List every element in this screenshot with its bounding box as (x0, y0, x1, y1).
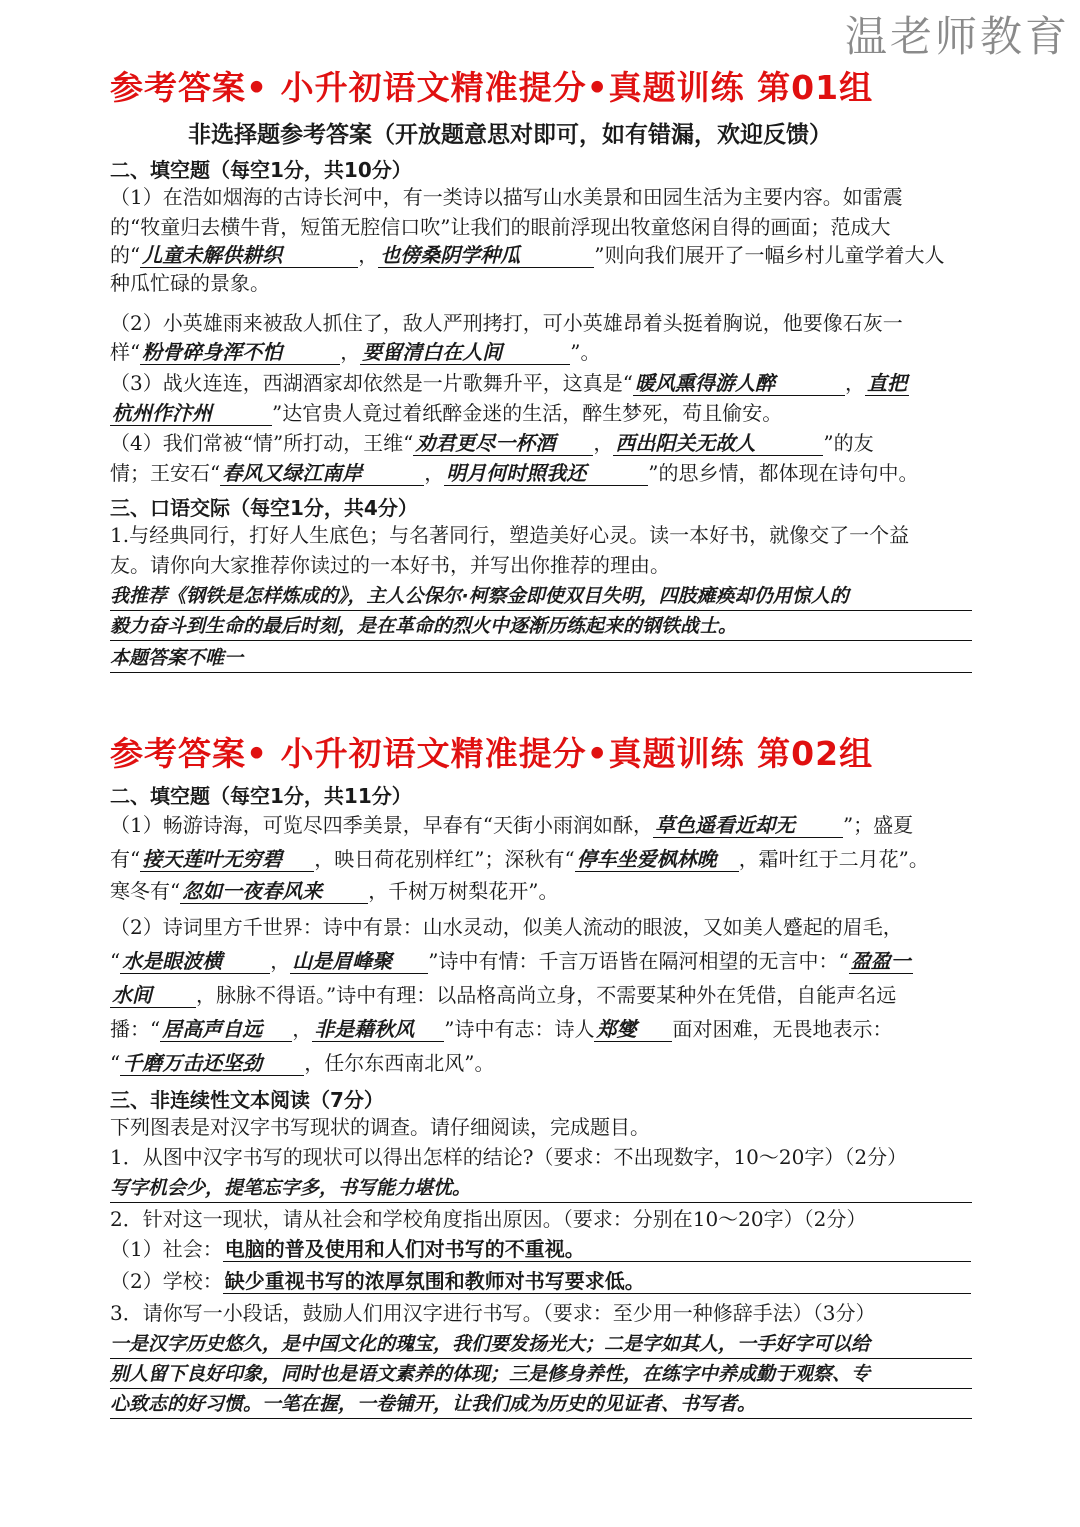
g2-read-a1: 写字机会少，提笔忘字多，书写能力堪忧。 (110, 1174, 972, 1203)
g1-q4-line2 (110, 458, 972, 488)
g2-read-a3-line1: 一是汉字历史悠久，是中国文化的瑰宝，我们要发扬光大；二是字如其人，一手好字可以给 (110, 1330, 972, 1359)
g1-oral-line2: 友。请你向大家推荐你读过的一本好书，并写出你推荐的理由。 (110, 553, 670, 577)
text: ， (292, 1017, 313, 1041)
text: 样“ (110, 340, 141, 364)
text: ， (358, 243, 379, 267)
answer-blank: 水是眼波横 (120, 949, 270, 974)
answer-blank: 电脑的普及使用和人们对书写的不重视。 (223, 1237, 971, 1262)
watermark-logo: 温老师教育 (844, 12, 1070, 61)
g1-oral-answer3: 本题答案不唯一 (110, 644, 972, 673)
g2-read-q2-school (110, 1266, 972, 1296)
text: ， (593, 431, 614, 455)
g1-oral-answer2: 毅力奋斗到生命的最后时刻，是在革命的烈火中逐渐历练起来的钢铁战士。 (110, 612, 972, 641)
g2-q2-line5 (110, 1048, 972, 1078)
g1-q1-line4: 种瓜忙碌的景象。 (110, 271, 270, 295)
answer-blank: 也傍桑阴学种瓜 (378, 243, 594, 268)
text: ”诗中有志：诗人 (444, 1017, 595, 1041)
g2-q2-line2 (110, 946, 972, 976)
g2-read-q2-society (110, 1234, 972, 1264)
g2-read-q1: 1．从图中汉字书写的现状可以得出怎样的结论?（要求：不出现数字，10～20字）（2分） (110, 1145, 908, 1169)
text: ”；盛夏 (842, 813, 914, 837)
group2-section-fill: 二、填空题（每空1分，共11分） (110, 784, 412, 808)
answer-blank: 盈盈一 (850, 949, 911, 973)
answer-blank: 千磨万击还坚劲 (120, 1051, 304, 1076)
group2-section-reading: 三、非连续性文本阅读（7分） (110, 1088, 384, 1112)
text: “ (110, 1051, 121, 1075)
g2-read-q3: 3．请你写一小段话，鼓励人们用汉字进行书写。（要求：至少用一种修辞手法）（3分） (110, 1301, 876, 1325)
text: （1）社会： (110, 1237, 223, 1261)
text: ”则向我们展开了一幅乡村儿童学着大人 (594, 243, 945, 267)
text: （2）学校： (110, 1269, 223, 1293)
answer-blank: 劝君更尽一杯酒 (413, 431, 593, 456)
g1-q3-line1 (110, 368, 972, 398)
answer-blank: 直把 (866, 371, 907, 395)
group1-section-fill: 二、填空题（每空1分，共10分） (110, 158, 412, 182)
text: ，脉脉不得语。”诗中有理：以品格高尚立身，不需要某种外在凭借，自能声名远 (196, 983, 897, 1007)
g2-read-a3-line2: 别人留下良好印象，同时也是语文素养的体现；三是修身养性，在练字中养成勤于观察、专 (110, 1360, 972, 1389)
answer-blank: 非是藉秋风 (312, 1017, 444, 1042)
answer-blank: 要留清白在人间 (360, 340, 570, 365)
answer-blank: 春风又绿江南岸 (220, 461, 424, 486)
answer-blank: 停车坐爱枫林晚 (575, 847, 739, 872)
text: ， (844, 371, 865, 395)
text: ， (340, 340, 361, 364)
g1-q4-line1 (110, 428, 972, 458)
answer-blank: 暖风熏得游人醉 (633, 371, 845, 396)
g2-q1-line2 (110, 844, 972, 874)
g2-q1-line3 (110, 876, 972, 906)
answer-blank: 忽如一夜春风来 (180, 879, 368, 904)
text: ，任尔东西南北风”。 (304, 1051, 495, 1075)
group1-section-oral: 三、口语交际（每空1分，共4分） (110, 496, 418, 520)
text: 面对困难，无畏地表示： (672, 1017, 893, 1041)
answer-blank: 西出阳关无故人 (613, 431, 823, 456)
text: ， (270, 949, 291, 973)
text: ，映日荷花别样红”；深秋有“ (314, 847, 575, 871)
answer-blank: 接天莲叶无穷碧 (140, 847, 314, 872)
answer-blank: 郑燮 (594, 1017, 672, 1042)
answer-blank: 山是眉峰聚 (290, 949, 428, 974)
text: 的“ (110, 243, 141, 267)
text: ，千树万树梨花开”。 (368, 879, 559, 903)
g2-read-a3-line3: 心致志的好习惯。一笔在握，一卷铺开，让我们成为历史的见证者、书写者。 (110, 1390, 972, 1419)
answer-blank: 粉骨碎身浑不怕 (140, 340, 340, 365)
g1-q1-line3 (110, 240, 972, 270)
text: ”。 (570, 340, 601, 364)
text: ，霜叶红于二月花”。 (738, 847, 929, 871)
answer-blank: 明月何时照我还 (444, 461, 648, 486)
text: ”的思乡情，都体现在诗句中。 (648, 461, 919, 485)
g2-q2-line1: （2）诗词里方千世界：诗中有景：山水灵动，似美人流动的眼波，又如美人蹙起的眉毛， (110, 915, 903, 939)
text: ”诗中有情：千言万语皆在隔河相望的无言中：“ (428, 949, 849, 973)
g2-q2-line3 (110, 980, 972, 1010)
g1-q2-line2 (110, 337, 972, 367)
answer-blank: 草色遥看近却无 (653, 813, 843, 838)
text: （4）我们常被“情”所打动，王维“ (110, 431, 414, 455)
g1-oral-answer1: 我推荐《钢铁是怎样炼成的》，主人公保尔·柯察金即使双目失明，四肢瘫痪却仍用惊人的 (110, 582, 972, 611)
text: 寒冬有“ (110, 879, 181, 903)
text: （3）战火连连，西湖酒家却依然是一片歌舞升平，这真是“ (110, 371, 633, 395)
group2-title: 参考答案• 小升初语文精准提分•真题训练 第02组 (110, 734, 874, 773)
g1-oral-line1: 1.与经典同行，打好人生底色；与名著同行，塑造美好心灵。读一本好书，就像交了一个益 (110, 523, 910, 547)
answer-blank: 儿童未解供耕织 (140, 243, 358, 268)
answer-blank: 水间 (110, 983, 196, 1008)
text: （1）畅游诗海，可览尽四季美景，早春有“天街小雨润如酥， (110, 813, 653, 837)
g1-q1-line2: 的“牧童归去横牛背，短笛无腔信口吹”让我们的眼前浮现出牧童悠闲自得的画面；范成大 (110, 215, 891, 239)
text: ”的友 (823, 431, 874, 455)
g1-q3-line2 (110, 398, 972, 428)
answer-blank: 居高声自远 (160, 1017, 292, 1042)
g2-q1-line1 (110, 810, 972, 840)
answer-blank: 杭州作汴州 (110, 401, 272, 426)
text: 有“ (110, 847, 141, 871)
g1-q2-line1: （2）小英雄雨来被敌人抓住了，敌人严刑拷打，可小英雄昂着头挺着胸说，他要像石灰一 (110, 311, 903, 335)
group1-subtitle: 非选择题参考答案（开放题意思对即可，如有错漏，欢迎反馈） (188, 122, 832, 148)
text: 播：“ (110, 1017, 161, 1041)
g1-q1-line1: （1）在浩如烟海的古诗长河中，有一类诗以描写山水美景和田园生活为主要内容。如雷震 (110, 185, 903, 209)
group1-title: 参考答案• 小升初语文精准提分•真题训练 第01组 (110, 68, 874, 107)
g2-read-intro: 下列图表是对汉字书写现状的调查。请仔细阅读，完成题目。 (110, 1115, 650, 1139)
answer-blank: 缺少重视书写的浓厚氛围和教师对书写要求低。 (223, 1269, 971, 1294)
g2-q2-line4 (110, 1014, 972, 1044)
text: “ (110, 949, 121, 973)
text: 情；王安石“ (110, 461, 221, 485)
text: ， (424, 461, 445, 485)
g2-read-q2: 2．针对这一现状，请从社会和学校角度指出原因。（要求：分别在10～20字）（2分） (110, 1207, 867, 1231)
text: ”达官贵人竟过着纸醉金迷的生活，醉生梦死，苟且偷安。 (272, 401, 783, 425)
